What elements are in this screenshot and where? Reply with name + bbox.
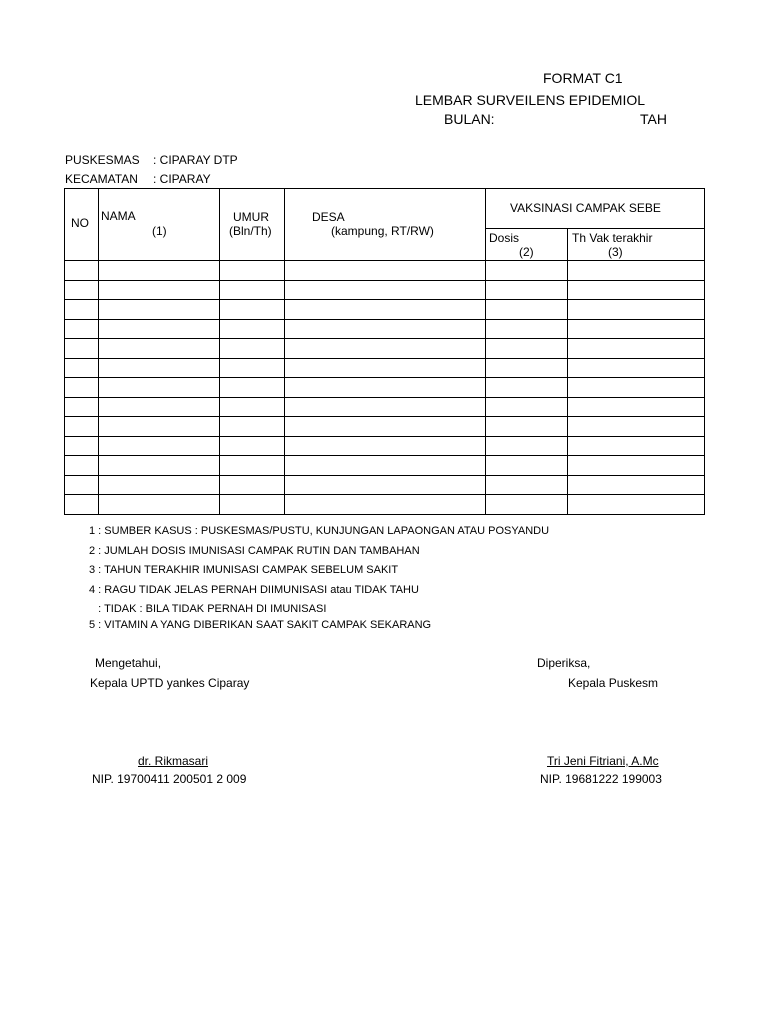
right-signature-name: Tri Jeni Fitriani, A.Mc: [547, 754, 659, 768]
table-cell: [65, 358, 99, 378]
table-cell: [285, 475, 486, 495]
table-cell: [568, 319, 705, 339]
table-cell: [65, 261, 99, 281]
table-cell: [220, 339, 285, 359]
table-cell: [99, 319, 220, 339]
table-cell: [568, 475, 705, 495]
table-cell: [220, 378, 285, 398]
table-cell: [285, 358, 486, 378]
table-cell: [220, 261, 285, 281]
table-cell: [486, 378, 568, 398]
table-row: [65, 319, 705, 339]
table-cell: [65, 456, 99, 476]
table-row: [65, 358, 705, 378]
right-signature-nip: NIP. 19681222 199003: [540, 772, 662, 786]
format-code: FORMAT C1: [543, 70, 623, 86]
table-cell: [65, 495, 99, 515]
table-cell: [285, 456, 486, 476]
table-cell: [568, 358, 705, 378]
table-row: [65, 397, 705, 417]
note-1: 1 : SUMBER KASUS : PUSKESMAS/PUSTU, KUNJUNGAN LAPAONGAN ATAU POSYANDU: [89, 525, 550, 537]
table-cell: [568, 436, 705, 456]
table-cell: [99, 261, 220, 281]
table-cell: [65, 475, 99, 495]
table-row: [65, 339, 705, 359]
table-row: [65, 417, 705, 437]
header-th-vak: Th Vak terakhir (3): [568, 229, 705, 261]
table-row: [65, 475, 705, 495]
puskesmas-value: : CIPARAY DTP: [153, 153, 238, 167]
right-signature-title: Kepala Puskesm: [568, 676, 659, 690]
header-umur: UMUR (Bln/Th): [220, 189, 285, 261]
table-cell: [65, 339, 99, 359]
table-cell: [568, 339, 705, 359]
table-row: [65, 436, 705, 456]
table-cell: [220, 319, 285, 339]
note-4b: : TIDAK : BILA TIDAK PERNAH DI IMUNISASI: [89, 603, 327, 615]
note-5: 5 : VITAMIN A YANG DIBERIKAN SAAT SAKIT CAMPAK SEKARANG: [89, 619, 432, 631]
table-cell: [220, 358, 285, 378]
table-cell: [285, 495, 486, 515]
table-cell: [285, 397, 486, 417]
document-title: LEMBAR SURVEILENS EPIDEMIOL: [415, 92, 646, 108]
table-cell: [65, 280, 99, 300]
table-cell: [99, 397, 220, 417]
table-cell: [220, 300, 285, 320]
table-cell: [486, 261, 568, 281]
table-cell: [220, 417, 285, 437]
header-nama: NAMA (1): [99, 189, 220, 261]
table-cell: [568, 300, 705, 320]
table-cell: [285, 280, 486, 300]
table-cell: [486, 436, 568, 456]
bulan-label: BULAN:: [444, 111, 495, 127]
table-cell: [486, 475, 568, 495]
table-cell: [220, 280, 285, 300]
table-row: [65, 261, 705, 281]
kecamatan-value: : CIPARAY: [153, 172, 211, 186]
table-row: [65, 280, 705, 300]
table-cell: [99, 378, 220, 398]
table-cell: [99, 436, 220, 456]
table-cell: [486, 397, 568, 417]
table-cell: [65, 319, 99, 339]
table-cell: [99, 358, 220, 378]
table-cell: [99, 495, 220, 515]
table-cell: [99, 300, 220, 320]
table-cell: [568, 456, 705, 476]
table-cell: [568, 495, 705, 515]
surveillance-table: [64, 188, 705, 515]
table-cell: [220, 436, 285, 456]
table-row: [65, 300, 705, 320]
left-signature-name: dr. Rikmasari: [138, 754, 209, 768]
table-cell: [65, 417, 99, 437]
table-cell: [486, 280, 568, 300]
table-cell: [568, 261, 705, 281]
table-cell: [285, 319, 486, 339]
table-cell: [99, 475, 220, 495]
table-cell: [568, 378, 705, 398]
table-cell: [486, 456, 568, 476]
table-cell: [285, 436, 486, 456]
table-row: [65, 495, 705, 515]
table-cell: [568, 397, 705, 417]
table-cell: [285, 261, 486, 281]
header-no: NO: [65, 189, 99, 261]
kecamatan-label: KECAMATAN: [65, 172, 138, 186]
table-cell: [486, 358, 568, 378]
table-cell: [568, 280, 705, 300]
left-signature-title: Kepala UPTD yankes Ciparay: [90, 676, 250, 690]
table-row: [65, 378, 705, 398]
note-2: 2 : JUMLAH DOSIS IMUNISASI CAMPAK RUTIN DAN TAMBAHAN: [89, 545, 420, 557]
table-cell: [99, 339, 220, 359]
table-cell: [486, 417, 568, 437]
left-signature-caption: Mengetahui,: [95, 656, 162, 670]
table-cell: [65, 300, 99, 320]
table-cell: [486, 319, 568, 339]
table-cell: [486, 300, 568, 320]
table-cell: [220, 397, 285, 417]
table-cell: [285, 378, 486, 398]
table-cell: [486, 495, 568, 515]
left-signature-nip: NIP. 19700411 200501 2 009: [92, 772, 247, 786]
table-cell: [285, 339, 486, 359]
table-cell: [285, 417, 486, 437]
table-cell: [65, 378, 99, 398]
table-cell: [99, 417, 220, 437]
note-3: 3 : TAHUN TERAKHIR IMUNISASI CAMPAK SEBELUM SAKIT: [89, 564, 399, 576]
header-desa: DESA (kampung, RT/RW): [285, 189, 486, 261]
table-cell: [99, 280, 220, 300]
note-4: 4 : RAGU TIDAK JELAS PERNAH DIIMUNISASI atau TIDAK TAHU: [89, 584, 419, 596]
table-body: [65, 261, 705, 515]
tahun-label: TAH: [640, 111, 667, 127]
right-signature-caption: Diperiksa,: [537, 656, 591, 670]
table-cell: [65, 397, 99, 417]
table-cell: [568, 417, 705, 437]
table-cell: [220, 495, 285, 515]
table-cell: [65, 436, 99, 456]
table-cell: [220, 456, 285, 476]
table-cell: [285, 300, 486, 320]
puskesmas-label: PUSKESMAS: [65, 153, 140, 167]
table-cell: [99, 456, 220, 476]
table-cell: [486, 339, 568, 359]
header-dosis: Dosis (2): [486, 229, 568, 261]
header-vaksinasi: VAKSINASI CAMPAK SEBE: [486, 189, 705, 229]
table-row: [65, 456, 705, 476]
table-cell: [220, 475, 285, 495]
